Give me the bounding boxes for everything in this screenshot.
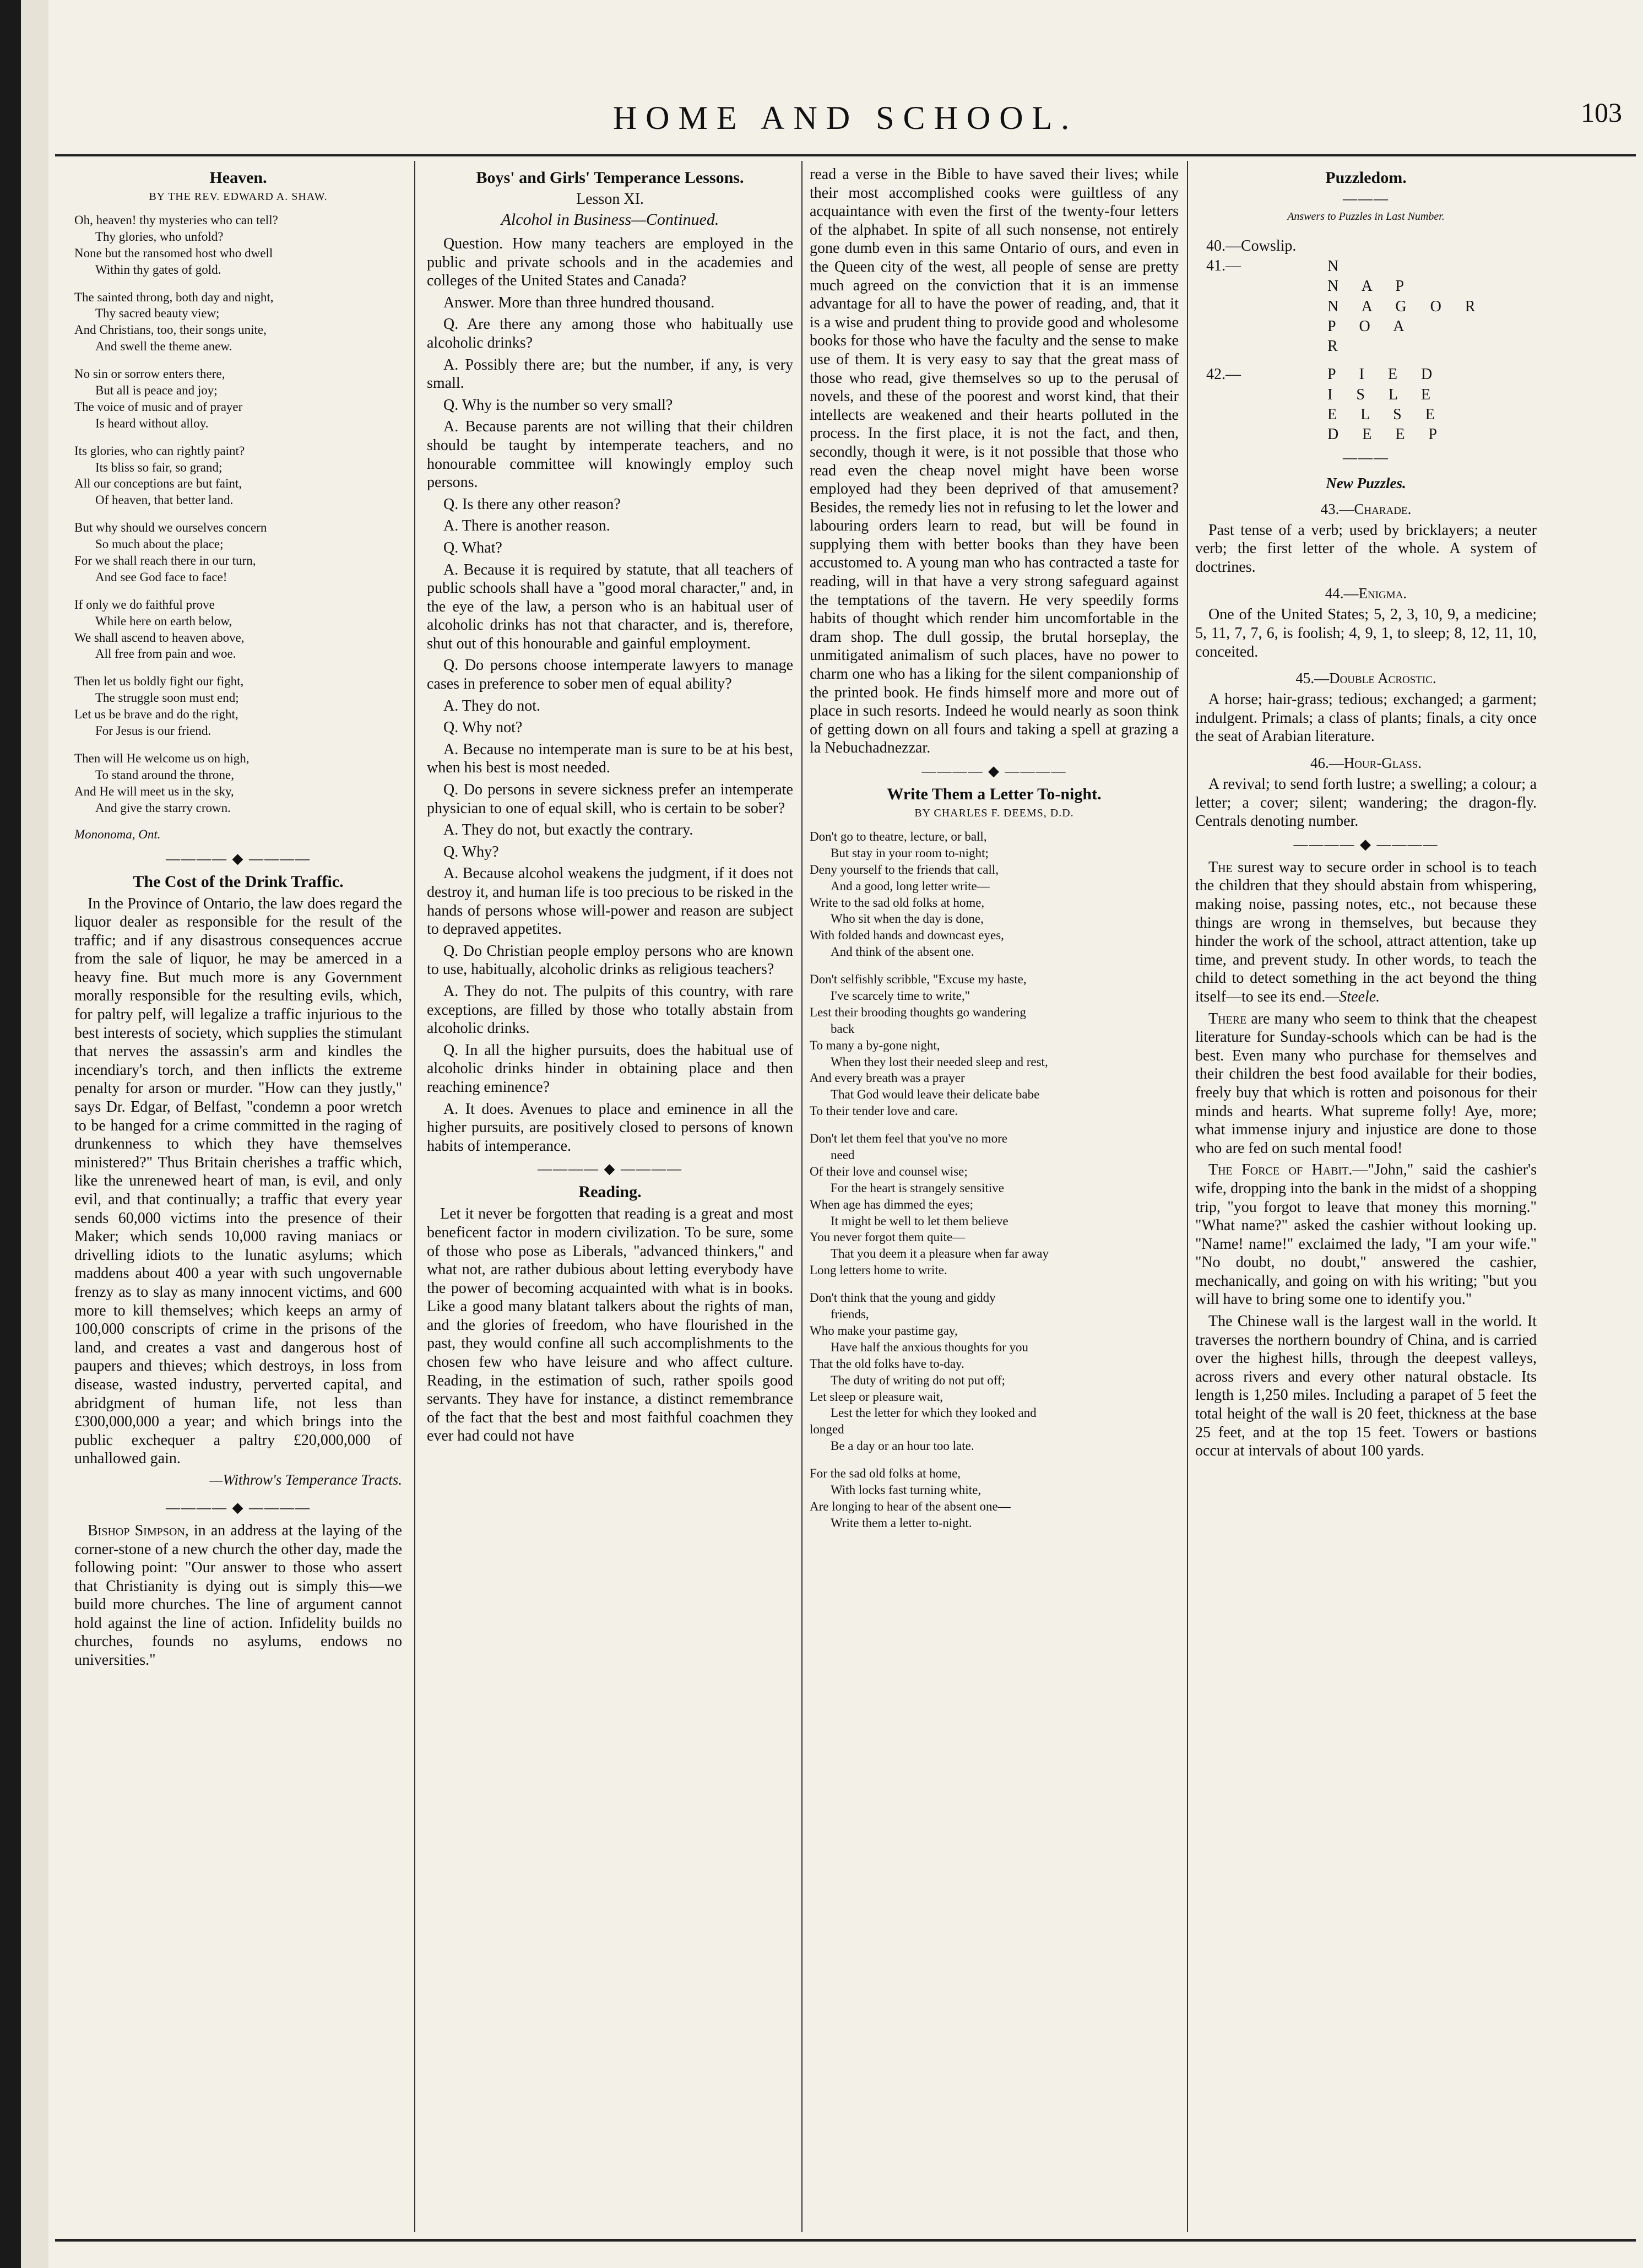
text-simpson: in an address at the laying of the corner-stone of a new church the other day, made the following point: "Our answer to those who assert that Christianity is dying out is simply this—we build more churches. The line of argument cannot hold against the line of action. Infidelity builds no churches, founds no asylums, endows no universities.": [74, 1522, 402, 1669]
poem-line: For the heart is strangely sensitive: [831, 1181, 1004, 1195]
lesson-qa-item: A. Because alcohol weakens the judgment, if it does not destroy it, and human life is too precious to be risked in the hands of persons whose will-power and reason are subject to depraved appetites.: [427, 865, 793, 938]
lead-order: The: [1208, 858, 1233, 876]
lesson-qa-item: Answer. More than three hundred thousand.: [443, 294, 715, 311]
paragraph-chinese-wall: The Chinese wall is the largest wall in the world. It traverses the northern boundry of China, and is carried over the highest hills, through the deepest valleys, across rivers and every other natural obstacle. Its length is 1,250 miles. Including a parapet of 5 feet the total height of the wall is 20 feet, thickness at the base 25 feet, and at the top 15 feet. Towers or bastions occur at intervals of about 100 yards.: [1195, 1313, 1537, 1460]
lesson-qa-item: Q. In all the higher pursuits, does the habitual use of alcoholic drinks hinder in obtaining place and then reaching eminence?: [427, 1041, 793, 1096]
lesson-qa-item: Q. Is there any other reason?: [443, 495, 621, 513]
answer-grid-line: N A P: [1327, 278, 1414, 295]
masthead: [55, 94, 1636, 149]
poem-line: Long letters home to write.: [810, 1263, 947, 1278]
poem-line: But stay in your room to-night;: [831, 846, 989, 860]
answer-grid-line: I S L E: [1327, 386, 1441, 403]
byline-letter: BY CHARLES F. DEEMS, D.D.: [914, 807, 1074, 819]
section-divider: ———— ◆ ————: [166, 850, 311, 867]
poem-line: Be a day or an hour too late.: [831, 1439, 974, 1453]
answer-grid-line: E L S E: [1327, 405, 1445, 423]
poem-line: And see God face to face!: [95, 570, 227, 584]
answer-grid-line: P I E D: [1327, 366, 1443, 383]
poem-stanza: [74, 519, 402, 586]
byline-heaven: BY THE REV. EDWARD A. SHAW.: [149, 191, 328, 203]
poem-line: And every breath was a prayer: [810, 1071, 965, 1085]
section-title-puzzledom: Puzzledom.: [1325, 169, 1407, 187]
poem-line: For the sad old folks at home,: [810, 1466, 961, 1481]
paragraph-literature: [1195, 1010, 1537, 1158]
poem-line: longed: [810, 1422, 844, 1437]
masthead-title: HOME AND SCHOOL.: [612, 100, 1078, 136]
lesson-qa-list: [427, 235, 793, 1155]
answer-41-label: 41.—: [1206, 257, 1241, 275]
poem-line: None but the ransomed host who dwell: [74, 246, 273, 260]
lesson-qa-item: Q. Why is the number so very small?: [443, 396, 673, 414]
page-binding-edge: [0, 0, 21, 2268]
poem-line: But all is peace and joy;: [95, 383, 218, 398]
column-3: [810, 165, 1179, 2226]
poem-line: With folded hands and downcast eyes,: [810, 928, 1004, 943]
poem-line: The duty of writing do not put off;: [831, 1373, 1006, 1387]
poem-line: Don't think that the young and giddy: [810, 1291, 996, 1305]
article-title-reading: Reading.: [578, 1183, 642, 1201]
lesson-subtitle: Alcohol in Business—Continued.: [501, 210, 719, 229]
poem-stanza: [810, 1465, 1179, 1531]
paragraph-habit: [1195, 1161, 1537, 1309]
poem-line: Within thy gates of gold.: [95, 262, 221, 277]
answer-42-label: 42.—: [1206, 365, 1241, 383]
poem-line: If only we do faithful prove: [74, 597, 215, 611]
poem-line: friends,: [831, 1307, 869, 1322]
section-divider: ———— ◆ ————: [166, 1499, 311, 1515]
column-2: [427, 165, 793, 2226]
answer-42: [1206, 365, 1537, 445]
poem-line: That God would leave their delicate babe: [831, 1087, 1040, 1102]
poem-line: All free from pain and woe.: [95, 647, 236, 661]
lesson-qa-item: Q. What?: [443, 539, 502, 556]
article-title-lessons: Boys' and Girls' Temperance Lessons.: [476, 169, 744, 187]
lesson-qa-item: A. Possibly there are; but the number, if any, is very small.: [427, 356, 793, 392]
poem-line: The sainted throng, both day and night,: [74, 290, 274, 304]
poem-line: And a good, long letter write—: [831, 879, 990, 893]
poem-line: Don't let them feel that you've no more: [810, 1132, 1007, 1146]
lesson-qa-item: A. Because it is required by statute, that all teachers of public schools shall have a "good moral character," and, in the eye of the law, a person who is an habitual user of alcoholic drinks has not that character, and is, therefore, shut out of this honourable and gainful employment.: [427, 561, 793, 652]
article-source: —Withrow's Temperance Tracts.: [209, 1471, 402, 1488]
answer-grid-line: D E E P: [1327, 426, 1447, 443]
puzzle-45-heading: 45.—Double Acrostic.: [1295, 670, 1436, 687]
lesson-qa-item: Q. Are there any among those who habitually use alcoholic drinks?: [427, 316, 793, 351]
lesson-qa-item: A. They do not.: [443, 697, 541, 714]
poem-line: Thy sacred beauty view;: [95, 306, 220, 321]
poem-line: Deny yourself to the friends that call,: [810, 862, 999, 876]
poem-line: All our conceptions are but faint,: [74, 477, 242, 491]
poem-place: Mononoma, Ont.: [74, 827, 161, 841]
text-habit: —"John," said the cashier's wife, dropping into the bank in the midst of a shopping trip, "you forgot to leave that money this morning." "What name?" asked the cashier without looking up. "Name! name!" exclaimed the lady, "I am your wife." "No doubt, no doubt," answered the cashier, mechanically, and going on with his writing; "but you will have to bring some one to identify you.": [1195, 1161, 1537, 1308]
poem-line: Lest the letter for which they looked and: [831, 1406, 1037, 1420]
poem-line: Don't go to theatre, lecture, or ball,: [810, 830, 987, 843]
lesson-qa-item: A. It does. Avenues to place and eminence in all the higher pursuits, are positively closed to persons of known habits of intemperance.: [427, 1100, 793, 1155]
poem-heaven: [74, 212, 402, 816]
poem-line: Then let us boldly fight our fight,: [74, 674, 244, 689]
page-number: 103: [1581, 97, 1622, 128]
poem-line: For Jesus is our friend.: [95, 724, 212, 738]
puzzle-45-text: A horse; hair-grass; tedious; exchanged; a garment; indulgent. Primals; a class of plants; finals, a city once the seat of Arabian literature.: [1195, 691, 1537, 745]
answer-grid-line: R: [1327, 338, 1348, 355]
section-divider: ———— ◆ ————: [1293, 836, 1439, 852]
poem-line: Its glories, who can rightly paint?: [74, 443, 245, 458]
poem-line: Who sit when the day is done,: [831, 912, 984, 926]
lesson-qa-item: A. Because parents are not willing that their children should be taught by intemperate teachers, and no honourable committee will knowingly employ such persons.: [427, 418, 793, 491]
puzzle-46-text: A revival; to send forth lustre; a swelling; a colour; a letter; a cover; silent; wandering; the dragon-fly. Centrals denoting number.: [1195, 776, 1537, 830]
puzzle-44-heading: 44.—Enigma.: [1325, 585, 1407, 602]
answers-heading: Answers to Puzzles in Last Number.: [1287, 210, 1445, 223]
new-puzzles-heading: New Puzzles.: [1326, 474, 1406, 491]
article-body-drink: In the Province of Ontario, the law does regard the liquor dealer as responsible for the result of the traffic; and if any disastrous consequences accrue from the sale of liquor, he may be amerced in a heavy fine. But much more is any Government morally responsible for the resulting evils, which, for paltry pelf, will legalize a traffic injurious to the best interests of society, which supplies the stimulant that nerves the assassin's arm and kindles the incendiary's torch, and then inflicts the extreme penalty for arson or murder. "How can they justly," says Dr. Edgar, of Belfast, "condemn a poor wretch to be hanged for a crime committed in the raging of drunkenness to which they have themselves ministered?" Thus Britain cherishes a traffic which, like the unrenewed heart of man, is evil, and only evil, and that continually; a traffic that every year sends 60,000 victims into the presence of their Maker; which sends 10,000 raving maniacs or drivelling idiots to the lunatic asylums; which maddens about 400 a year with such ungovernable frenzy as to slay as many innocent victims, and 600 more to kill themselves; which keeps an army of 100,000 conscripts of crime in the prisons of the land, and creates a vast and dangerous host of paupers and thieves; which destroys, in loss from disease, wasted industry, perverted capital, and abridgment of human life, not less than £300,000,000 a year; and which brings into the public exchequer a paltry £20,000,000 of unhallowed gain.: [74, 895, 402, 1468]
lesson-qa-item: A. They do not, but exactly the contrary.: [443, 821, 693, 839]
article-title-heaven: Heaven.: [209, 169, 267, 187]
poem-line: Lest their brooding thoughts go wandering: [810, 1005, 1026, 1019]
poem-line: When they lost their needed sleep and rest,: [831, 1054, 1048, 1069]
poem-letter: [810, 829, 1179, 1531]
poem-line: You never forgot them quite—: [810, 1230, 966, 1244]
poem-line: Are longing to hear of the absent one—: [810, 1499, 1011, 1513]
puzzle-46-heading: 46.—Hour-Glass.: [1310, 755, 1422, 772]
poem-line: Have half the anxious thoughts for you: [831, 1340, 1028, 1354]
poem-line: Of heaven, that better land.: [95, 493, 234, 507]
poem-line: We shall ascend to heaven above,: [74, 630, 245, 645]
poem-line: Write to the sad old folks at home,: [810, 895, 985, 910]
poem-line: For we shall reach there in our turn,: [74, 554, 256, 568]
article-body-reading: Let it never be forgotten that reading is a great and most beneficent factor in modern civilization. To be sure, some of those who pose as Liberals, "advanced thinkers," and what not, are rather dubious about letting everybody have the power of becoming acquainted with what is in books. Like a good many blatant talkers about the rights of man, and the glories of freedom, who have flourished in the past, they would confine all such accomplishments to the chosen few who have leisure and who affect culture. Reading, in the estimation of such, rather spoils good servants. They have for instance, a distinct remembrance of the fact that the best and most faithful coachmen they ever had could not have: [427, 1205, 793, 1445]
poem-line: To stand around the throne,: [95, 767, 234, 782]
answer-grid-line: N: [1327, 257, 1349, 275]
paragraph-order: [1195, 858, 1537, 1006]
poem-line: Its bliss so fair, so grand;: [95, 460, 223, 474]
text-order: surest way to secure order in school is to teach the children that they should abstain from whispering, making noise, passing notes, etc., not because these things are wrong in themselves, but because they hinder the work of the school, attract attention, take up time, and prevent study. In other words, to teach the child to detect something in the act beyond the thing itself—to see its end.: [1195, 858, 1537, 1005]
lesson-qa-item: Q. Why not?: [443, 719, 523, 737]
lesson-qa-item: Q. Do Christian people employ persons who are known to use, habitually, alcoholic drinks as religious teachers?: [427, 942, 793, 978]
column-rule: [1187, 161, 1188, 2232]
poem-line: So much about the place;: [95, 537, 224, 551]
poem-stanza: [810, 1290, 1179, 1454]
poem-stanza: [74, 289, 402, 355]
poem-stanza: [74, 673, 402, 739]
poem-line: And think of the absent one.: [831, 945, 974, 959]
poem-stanza: [810, 971, 1179, 1119]
poem-line: And He will meet us in the sky,: [74, 784, 234, 798]
poem-line: It might be well to let them believe: [831, 1214, 1008, 1228]
section-divider: ———: [1343, 191, 1389, 207]
lesson-qa-item: Q. Do persons choose intemperate lawyers to manage cases in preference to sober men of equal ability?: [427, 657, 793, 693]
article-body-reading-continued: read a verse in the Bible to have saved their lives; while their most accomplished cooks were guiltless of any acquaintance with even the first of the twenty-four letters of the alphabet. In spite of all such nonsense, not entirely gone dumb even in this same Ontario of ours, and even in the Queen city of the west, all people of sense are pretty much agreed on the conviction that it is an immense advantage for all to have the power of reading, and, that it is a wise and prudent thing to provide good and wholesome books for those who have the faculty and the sense to make use of them. It is very easy to say that the great mass of those who read, give themselves so up to the perusal of novels, and these of the poorest and worst kind, that their intellects are weakened and their hearts polluted in the process. In the first place, it is not the fact, and then, secondly, though it were, is it not possible that those who read even the cheap novel might have been worse employed had they been deprived of that amusement? Besides, the remedy lies not in refusing to let the lower and labouring orders learn to read, but will be found in supplying them with better books than they have been accustomed to. A young man who has contracted a taste for reading, will in that have a very strong safeguard against the temptations of the tavern. He very speedily forms habits of thought which render him uncomfortable in the dram shop. The dull gossip, the brutal horseplay, the unmitigated animalism of such places, have no power to charm one who has a liking for the silent companionship of the printed book. He finds himself more and more out of place in such resorts. Indeed he would nearly as soon think of getting down on all fours and taking a spell at grazing a la Nebuchadnezzar.: [810, 166, 1179, 757]
poem-line: When age has dimmed the eyes;: [810, 1197, 973, 1211]
lesson-qa-item: Q. Do persons in severe sickness prefer an intemperate physician to one of equal skill, who is certain to be sober?: [427, 781, 793, 817]
poem-line: Write them a letter to-night.: [831, 1515, 972, 1530]
text-literature: are many who seem to think that the cheapest literature for Sunday-schools which can be had is the best. Even many who purchase for themselves and their children the best food available for their bodies, freely buy that which is rotten and poisonous for their minds and hearts. What supreme folly! Aye, more; what immense injury and injustice are done to those who are fed on such mental food!: [1195, 1010, 1537, 1157]
column-rule: [414, 161, 415, 2232]
column-rule: [801, 161, 802, 2232]
answer-40: 40.—Cowslip.: [1206, 237, 1297, 255]
poem-stanza: [810, 829, 1179, 960]
poem-line: With locks fast turning white,: [831, 1482, 982, 1497]
facing-page-margin: [21, 0, 48, 2268]
poem-line: And swell the theme anew.: [95, 339, 232, 354]
section-divider: ———: [1343, 449, 1389, 465]
poem-line: And give the starry crown.: [95, 800, 231, 815]
answer-grid-line: N A G O R: [1327, 297, 1485, 315]
lead-simpson: Bishop Simpson,: [88, 1522, 189, 1539]
poem-line: While here on earth below,: [95, 614, 232, 628]
poem-line: Let us be brave and do the right,: [74, 707, 238, 722]
poem-line: Of their love and counsel wise;: [810, 1164, 968, 1178]
column-4: [1195, 165, 1537, 2226]
signature-order: —Steele.: [1325, 988, 1380, 1005]
poem-line: To many a by-gone night,: [810, 1038, 940, 1052]
poem-stanza: [74, 750, 402, 816]
poem-line: The voice of music and of prayer: [74, 399, 243, 414]
paragraph-simpson: [74, 1522, 402, 1670]
section-divider: ———— ◆ ————: [538, 1161, 682, 1177]
lesson-number: Lesson XI.: [576, 191, 644, 208]
poem-line: The struggle soon must end;: [95, 691, 239, 705]
poem-line: Is heard without alloy.: [95, 416, 209, 430]
poem-line: To their tender love and care.: [810, 1104, 958, 1118]
poem-line: Let sleep or pleasure wait,: [810, 1389, 943, 1404]
lesson-qa-item: A. They do not. The pulpits of this country, with rare exceptions, are filled by those who totally abstain from alcoholic drinks.: [427, 982, 793, 1037]
column-1: [74, 165, 402, 2226]
section-divider: ———— ◆ ————: [921, 763, 1067, 779]
poem-line: Oh, heaven! thy mysteries who can tell?: [74, 213, 278, 227]
puzzle-43-heading: 43.—Charade.: [1320, 500, 1412, 517]
poem-line: Who make your pastime gay,: [810, 1323, 958, 1338]
poem-line: need: [831, 1148, 855, 1162]
poem-line: back: [831, 1021, 855, 1036]
lesson-qa-item: A. There is another reason.: [443, 517, 610, 535]
poem-line: And Christians, too, their songs unite,: [74, 323, 267, 337]
poem-line: Then will He welcome us on high,: [74, 751, 250, 765]
lead-habit: The Force of Habit.: [1208, 1161, 1353, 1179]
puzzle-44-text: One of the United States; 5, 2, 3, 10, 9, a medicine; 5, 11, 7, 7, 6, is foolish; 4, 9, 1, to sleep; 8, 12, 11, 10, conceited.: [1195, 606, 1537, 661]
poem-line: I've scarcely time to write,": [831, 989, 970, 1003]
poem-line: Thy glories, who unfold?: [95, 229, 224, 243]
poem-stanza: [74, 366, 402, 432]
poem-line: That the old folks have to-day.: [810, 1356, 964, 1371]
article-title-letter: Write Them a Letter To-night.: [887, 785, 1102, 803]
poem-stanza: [74, 443, 402, 509]
poem-line: Don't selfishly scribble, "Excuse my haste,: [810, 972, 1027, 987]
article-title-drink: The Cost of the Drink Traffic.: [133, 872, 344, 891]
poem-line: But why should we ourselves concern: [74, 521, 267, 535]
poem-stanza: [74, 212, 402, 278]
poem-stanza: [74, 597, 402, 663]
poem-line: No sin or sorrow enters there,: [74, 367, 225, 381]
puzzle-43-text: Past tense of a verb; used by bricklayers; a neuter verb; the first letter of the whole. A system of doctrines.: [1195, 521, 1537, 576]
lead-literature: There: [1208, 1010, 1247, 1027]
answer-grid-line: P O A: [1327, 317, 1414, 335]
poem-line: That you deem it a pleasure when far away: [831, 1247, 1049, 1261]
lesson-qa-item: A. Because no intemperate man is sure to be at his best, when his best is most needed.: [427, 740, 793, 777]
lesson-qa-item: Question. How many teachers are employed in the public and private schools and in the academies and colleges of the United States and Canada?: [427, 235, 793, 290]
answer-41: [1206, 256, 1537, 356]
poem-stanza: [810, 1130, 1179, 1279]
lesson-qa-item: Q. Why?: [443, 843, 499, 860]
